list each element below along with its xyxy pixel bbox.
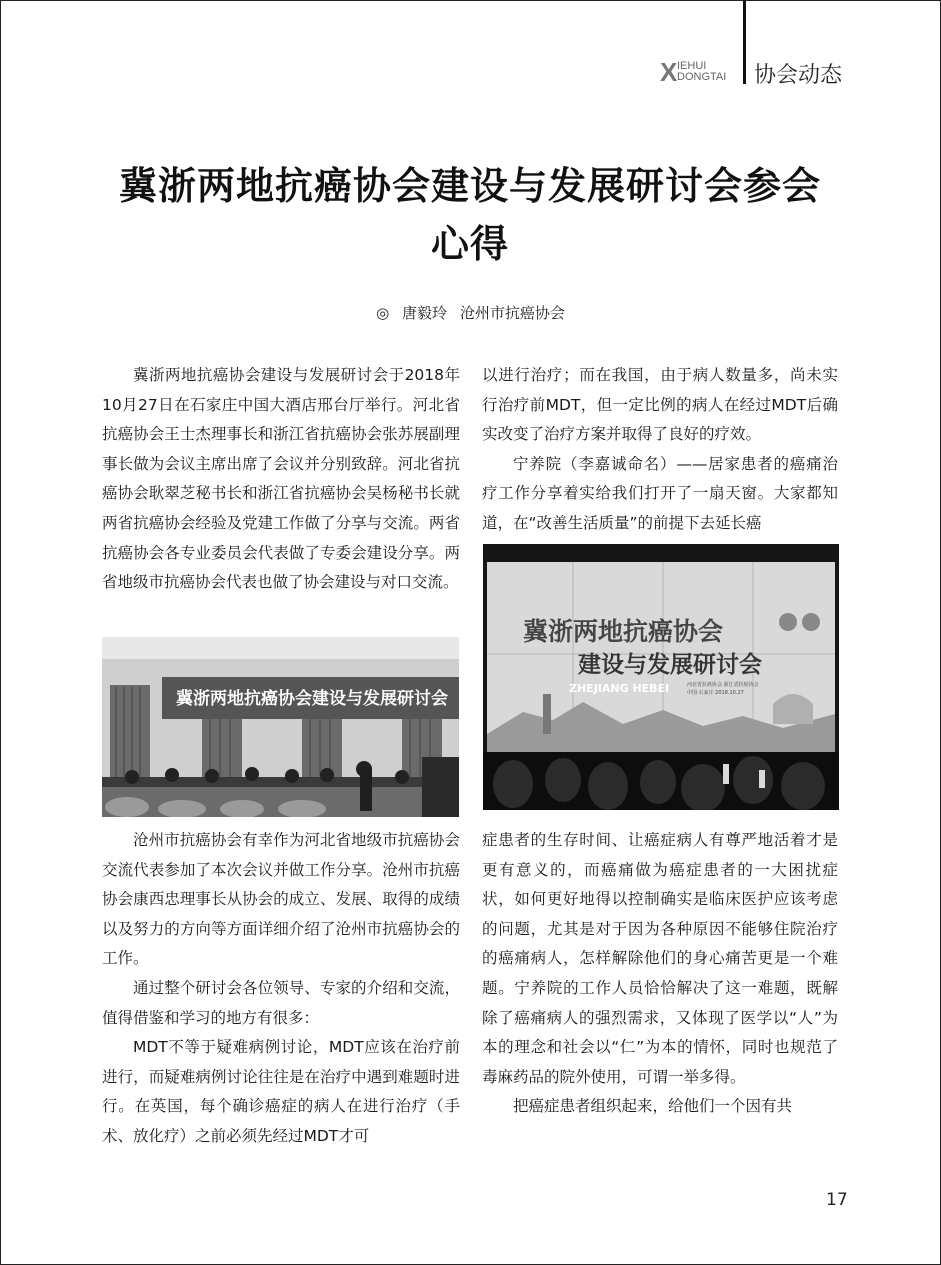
paragraph: 把癌症患者组织起来，给他们一个因有共 (513, 1097, 793, 1116)
column-2-lower (482, 826, 838, 1122)
author-name: 唐毅玲 (402, 304, 448, 322)
author-affiliation: 沧州市抗癌协会 (459, 304, 565, 322)
meeting-photo-1 (102, 637, 459, 817)
screen-small-1: 河北省抗癌协会 浙江省抗癌协会 (687, 682, 759, 688)
column-2-upper (482, 361, 838, 539)
paragraph: MDT不等于疑难病例讨论，MDT应该在治疗前进行，而疑难病例讨论往往是在治疗中遇到难题时进行。在英国，每个确诊癌症的病人在进行治疗（手术、放化疗）之前必须先经过MDT才可 (102, 1038, 460, 1145)
brand-line-1: IEHUI (677, 60, 707, 72)
screen-brand: ZHEJIANG HEBEI (569, 682, 670, 695)
screen-small-2: 中国·石家庄 2018.10.27 (687, 690, 744, 696)
paragraph: 冀浙两地抗癌协会建设与发展研讨会于2018年10月27日在石家庄中国大酒店邢台厅举行。河北省抗癌协会王士杰理事长和浙江省抗癌协会张苏展副理事长做为会议主席出席了会议并分别致辞。河北省抗癌协会耿翠芝秘书长和浙江省抗癌协会吴杨秘书长就两省抗癌协会经验及党建工作做了分享与交流。两省抗癌协会各专业委员会代表做了专委会建设分享。两省地级市抗癌协会代表也做了协会建设与对口交流。 (102, 366, 460, 592)
screen-title-2: 建设与发展研讨会 (578, 651, 762, 678)
article-title-line-2: 心得 (430, 221, 509, 266)
paragraph: 沧州市抗癌协会有幸作为河北省地级市抗癌协会交流代表参加了本次会议并做工作分享。沧州市抗癌协会康西忠理事长从协会的成立、发展、取得的成绩以及努力的方向等方面详细介绍了沧州市抗癌协会的工作。 (102, 831, 460, 968)
screen-title-1: 冀浙两地抗癌协会 (523, 617, 724, 646)
brand-line-2: DONGTAI (677, 71, 727, 83)
paragraph: 通过整个研讨会各位领导、专家的介绍和交流，值得借鉴和学习的地方有很多： (102, 978, 460, 1027)
paragraph: 宁养院（李嘉诚命名）——居家患者的癌痛治疗工作分享着实给我们打开了一扇天窗。大家都知道，在“改善生活质量”的前提下去延长癌 (482, 454, 838, 532)
photo-banner-text: 冀浙两地抗癌协会建设与发展研讨会 (176, 689, 448, 709)
brand-initial: X (660, 57, 678, 87)
meeting-photo-2 (483, 544, 839, 810)
header-divider (743, 0, 746, 84)
article-title-line-1: 冀浙两地抗癌协会建设与发展研讨会参会 (118, 163, 821, 208)
column-1-lower (102, 826, 460, 1152)
column-1-upper (102, 361, 460, 598)
paragraph: 以进行治疗；而在我国，由于病人数量多，尚未实行治疗前MDT，但一定比例的病人在经过MDT后确实改变了治疗方案并取得了良好的疗效。 (482, 366, 838, 444)
byline-mark: ◎ (376, 304, 390, 322)
paragraph: 症患者的生存时间、让癌症病人有尊严地活着才是更有意义的，而癌痛做为癌症患者的一大困扰症状，如何更好地得以控制确实是临床医护应该考虑的问题，尤其是对于因为各种原因不能够住院治疗的癌痛病人，怎样解除他们的身心痛苦更是一个难题。宁养院的工作人员恰恰解决了这一难题，既解除了癌痛病人的强烈需求，又体现了医学以“人”为本的理念和社会以“仁”为本的情怀，同时也规范了毒麻药品的院外使用，可谓一举多得。 (482, 831, 838, 1086)
section-title: 协会动态 (754, 63, 843, 88)
byline (0, 302, 941, 323)
page-number: 17 (826, 1190, 848, 1210)
